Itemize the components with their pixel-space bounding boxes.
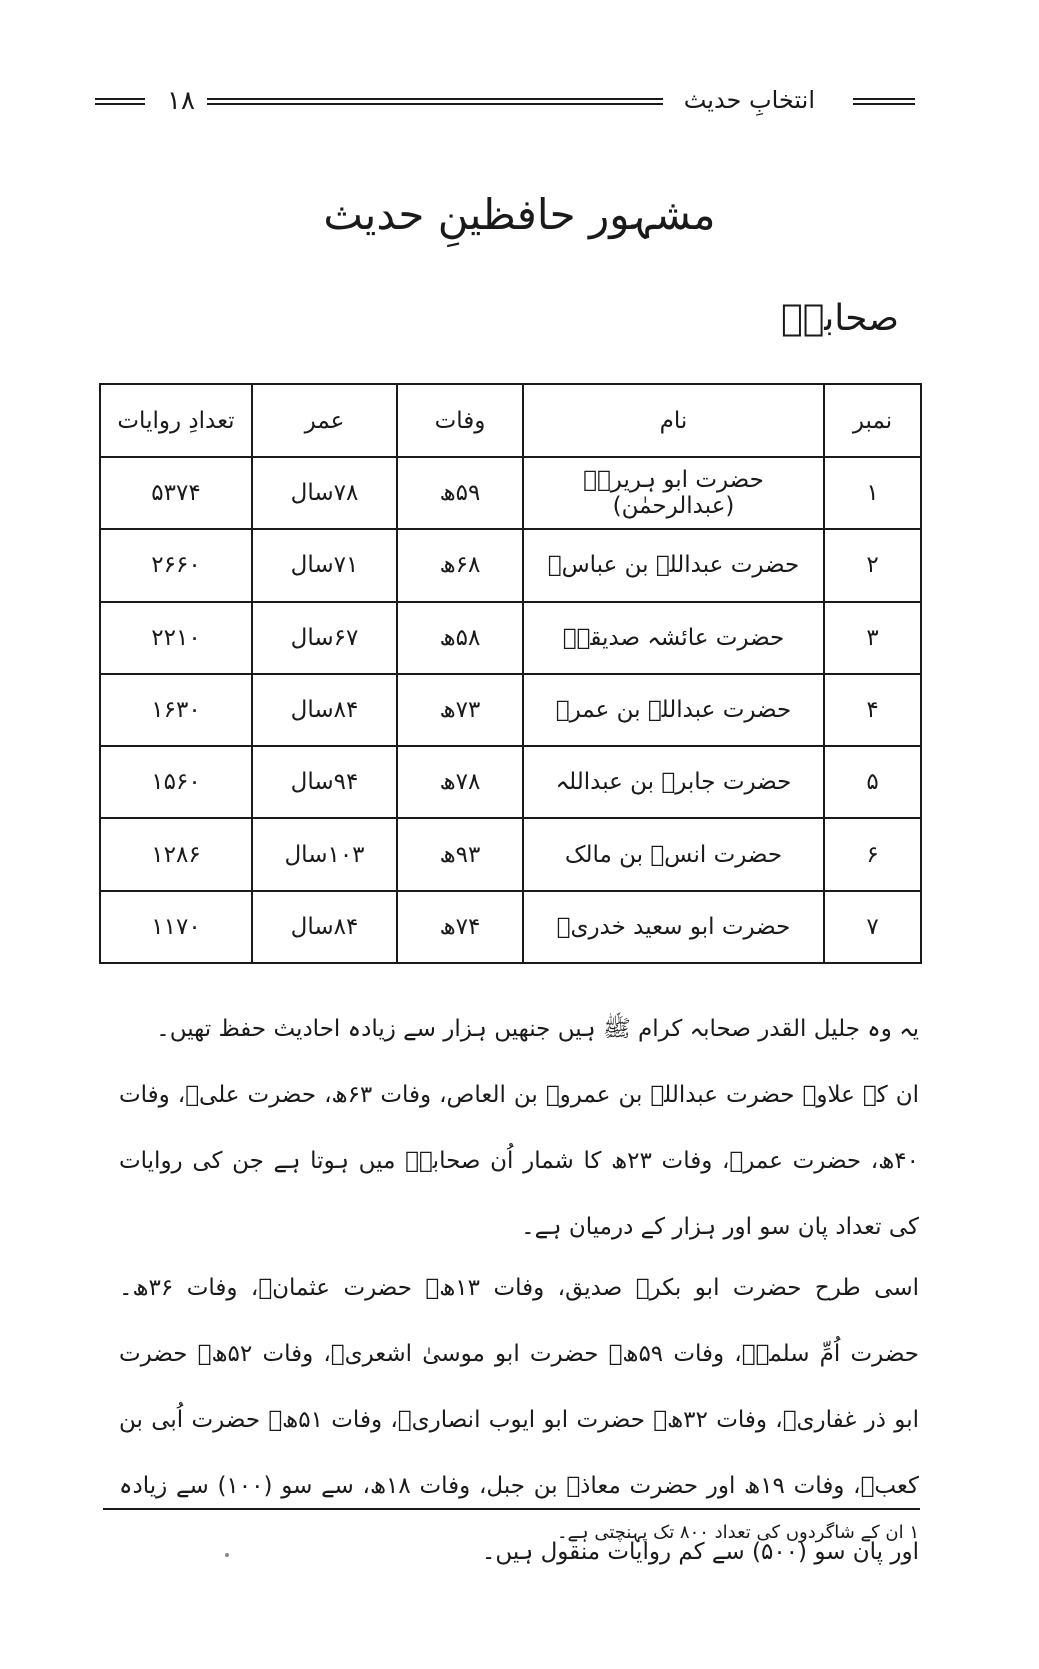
cell-narrations: ۱۲۸۶ bbox=[100, 818, 252, 890]
page-number: ۱۸ bbox=[167, 86, 195, 116]
cell-name: حضرت عبداللہ بن عمرؓ bbox=[523, 674, 824, 746]
header-death: وفات bbox=[397, 384, 523, 457]
table-row bbox=[100, 674, 921, 746]
table-row bbox=[100, 818, 921, 890]
header-rule-right bbox=[853, 98, 915, 105]
cell-death: ۷۴ھ bbox=[397, 891, 523, 963]
table-header-row bbox=[100, 384, 921, 457]
cell-death: ۷۸ھ bbox=[397, 746, 523, 818]
table-row bbox=[100, 529, 921, 601]
table-row bbox=[100, 602, 921, 674]
cell-age: ۸۴سال bbox=[252, 674, 397, 746]
table-row bbox=[100, 891, 921, 963]
cell-name: حضرت ابو ہریرہؓ (عبدالرحمٰن) bbox=[523, 457, 824, 529]
cell-death: ۶۸ھ bbox=[397, 529, 523, 601]
narrators-table bbox=[99, 383, 922, 964]
cell-narrations: ۵۳۷۴ bbox=[100, 457, 252, 529]
header-rule-middle bbox=[207, 98, 663, 105]
cell-number: ۴ bbox=[824, 674, 921, 746]
paragraph-2: ان کے علاوہ حضرت عبداللہ بن عمروؓ بن العاص، وفات ۶۳ھ، حضرت علیؓ، وفات ۴۰ھ، حضرت عمرؓ، وفات ۲۳ھ کا شمار اُن صحابہؓ میں ہوتا ہے جن کی روایات کی تعداد پان سو اور ہزار کے درمیان ہے۔ bbox=[119, 1082, 919, 1240]
cell-name: حضرت عائشہ صدیقہؓ bbox=[523, 602, 824, 674]
cell-age: ۷۸سال bbox=[252, 457, 397, 529]
cell-name: حضرت انسؓ بن مالک bbox=[523, 818, 824, 890]
header-age: عمر bbox=[252, 384, 397, 457]
footnote-divider bbox=[103, 1508, 920, 1510]
table-row bbox=[100, 746, 921, 818]
cell-number: ۶ bbox=[824, 818, 921, 890]
cell-death: ۷۳ھ bbox=[397, 674, 523, 746]
cell-number: ۵ bbox=[824, 746, 921, 818]
cell-number: ۲ bbox=[824, 529, 921, 601]
cell-name: حضرت جابرؓ بن عبداللہ bbox=[523, 746, 824, 818]
footnote: ۱ ان کے شاگردوں کی تعداد ۸۰۰ تک پہنچتی ہے۔ bbox=[556, 1522, 919, 1543]
paragraph-1: یہ وہ جلیل القدر صحابہ کرام ﷺ ہیں جنھیں ہزار سے زیادہ احادیث حفظ تھیں۔ bbox=[156, 1016, 919, 1042]
cell-death: ۵۹ھ bbox=[397, 457, 523, 529]
table-row bbox=[100, 457, 921, 529]
header-narrations: تعدادِ روایات bbox=[100, 384, 252, 457]
cell-age: ۶۷سال bbox=[252, 602, 397, 674]
cell-age: ۱۰۳سال bbox=[252, 818, 397, 890]
paragraph-3: اسی طرح حضرت ابو بکرؓ صدیق، وفات ۱۳ھ۔ حضرت عثمانؓ، وفات ۳۶ھ۔ حضرت اُمِّ سلمہؓ، وفات ۵۹ھ۔ حضرت ابو موسیٰ اشعریؓ، وفات ۵۲ھ۔ حضرت ابو ذر غفاریؓ، وفات ۳۲ھ۔ حضرت ابو ایوب انصاریؓ، وفات ۵۱ھ۔ حضرت اُبی بن کعبؓ، وفات ۱۹ھ اور حضرت معاذؓ بن جبل، وفات ۱۸ھ، سے سو (۱۰۰) سے زیادہ اور پان سو (۵۰۰) سے کم روایات منقول ہیں۔ bbox=[119, 1275, 920, 1565]
cell-narrations: ۱۵۶۰ bbox=[100, 746, 252, 818]
paper-speck bbox=[225, 1553, 229, 1557]
cell-narrations: ۱۱۷۰ bbox=[100, 891, 252, 963]
cell-age: ۹۴سال bbox=[252, 746, 397, 818]
cell-narrations: ۲۶۶۰ bbox=[100, 529, 252, 601]
header-rule-left bbox=[95, 98, 145, 105]
cell-number: ۱ bbox=[824, 457, 921, 529]
cell-number: ۷ bbox=[824, 891, 921, 963]
cell-age: ۸۴سال bbox=[252, 891, 397, 963]
cell-age: ۷۱سال bbox=[252, 529, 397, 601]
header-number: نمبر bbox=[824, 384, 921, 457]
cell-death: ۵۸ھ bbox=[397, 602, 523, 674]
header-name: نام bbox=[523, 384, 824, 457]
cell-narrations: ۱۶۳۰ bbox=[100, 674, 252, 746]
section-heading: صحابہؓ bbox=[780, 298, 899, 339]
cell-name: حضرت ابو سعید خدریؓ bbox=[523, 891, 824, 963]
cell-narrations: ۲۲۱۰ bbox=[100, 602, 252, 674]
page-header bbox=[95, 86, 915, 130]
cell-name: حضرت عبداللہ بن عباسؓ bbox=[523, 529, 824, 601]
book-title: انتخابِ حدیث bbox=[683, 86, 815, 114]
cell-number: ۳ bbox=[824, 602, 921, 674]
page-title: مشہور حافظینِ حدیث bbox=[323, 190, 716, 239]
cell-death: ۹۳ھ bbox=[397, 818, 523, 890]
